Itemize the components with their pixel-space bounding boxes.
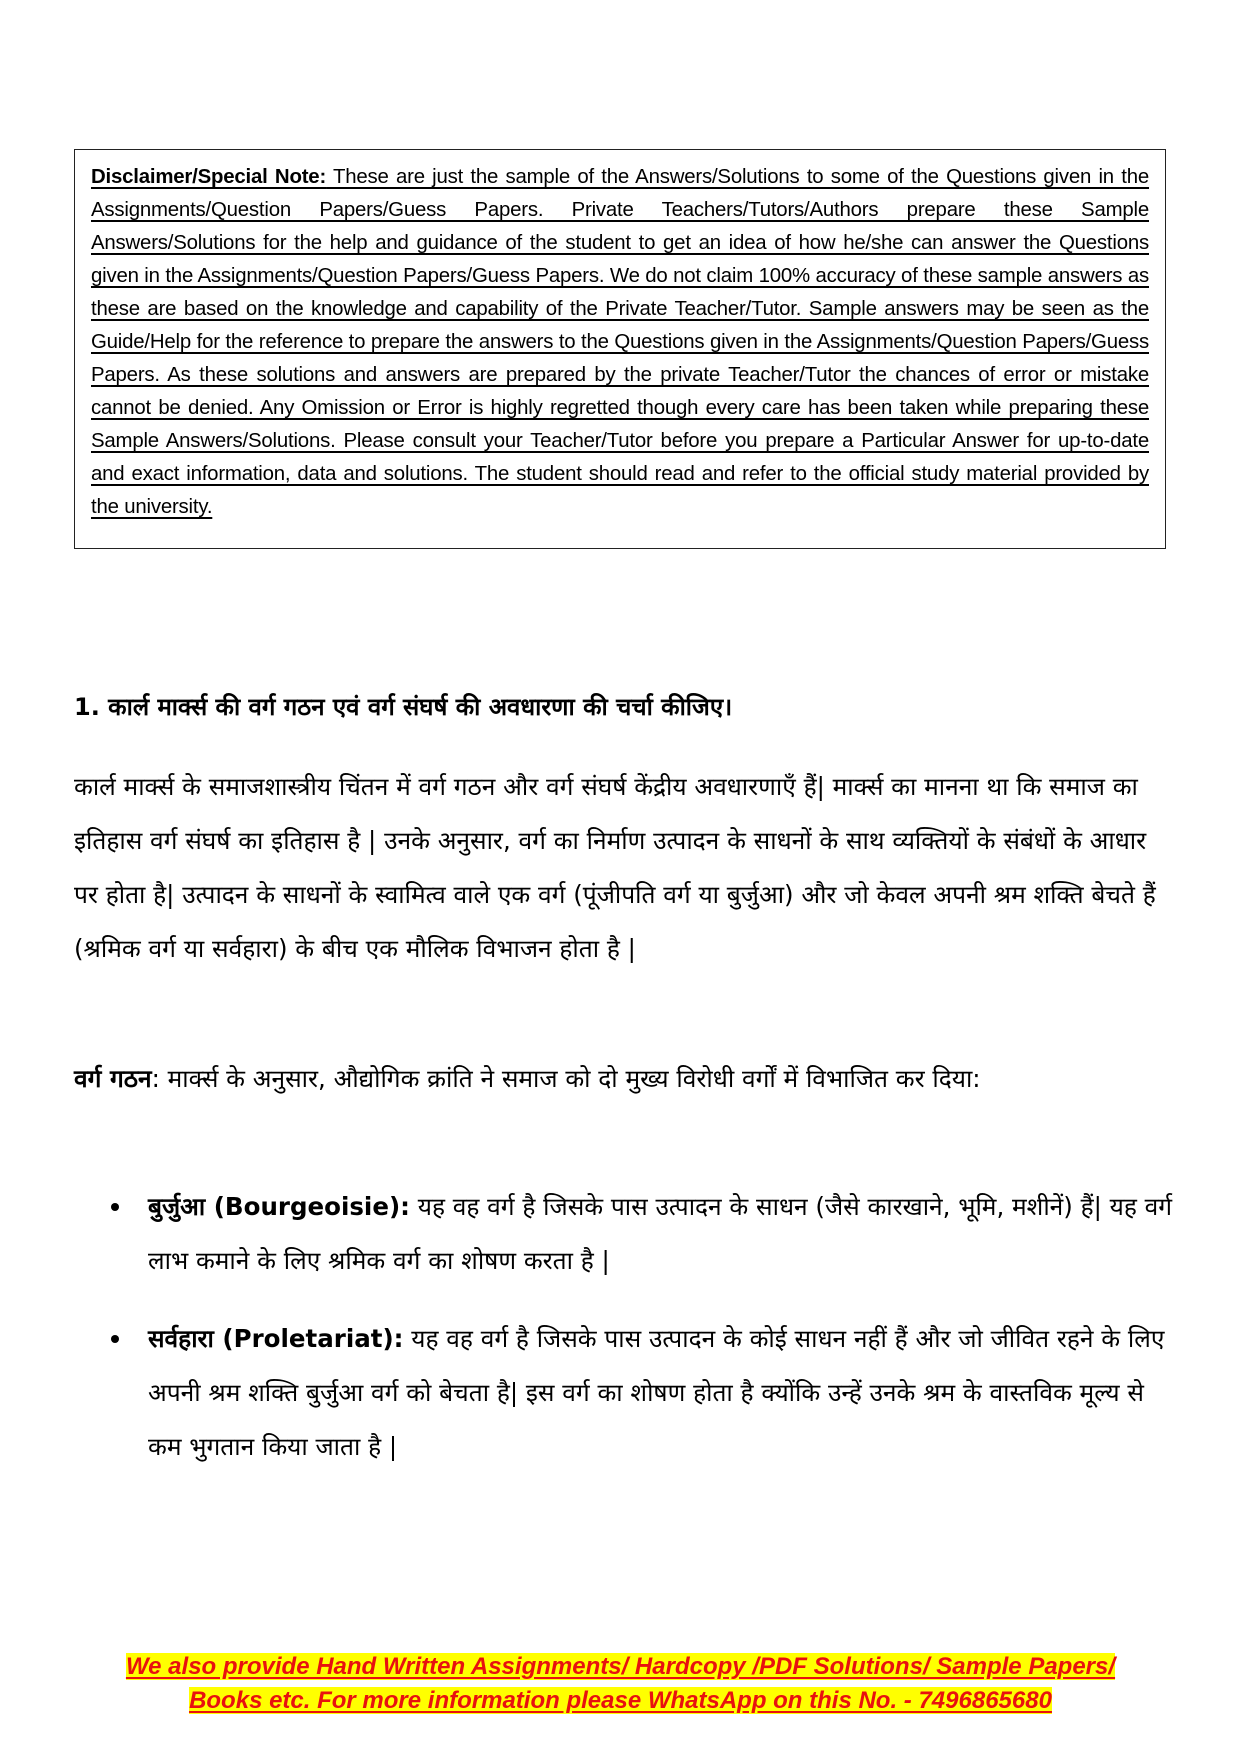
class-formation-label: वर्ग गठन xyxy=(74,1064,152,1093)
disclaimer-box xyxy=(74,149,1166,549)
promo-footer xyxy=(0,1650,1241,1718)
class-formation-paragraph xyxy=(74,1052,1174,1106)
disclaimer-label: Disclaimer/Special Note: xyxy=(91,166,327,188)
bullet-term: बुर्जुआ (Bourgeoisie): xyxy=(148,1192,410,1221)
disclaimer-body: These are just the sample of the Answers/Solutions to some of the Questions given in the Assignments/Question Papers/Guess Papers. Private Teachers/Tutors/Authors prepare these Sample Answers/Solutions for the help and guidance of the student to get an idea of how he/she can answer the Questions given in the Assignments/Question Papers/Guess Papers. We do not claim 100% accuracy of these sample answers as these are based on the knowledge and capability of the Private Teacher/Tutor. Sample answers may be seen as the Guide/Help for the reference to prepare the answers to the Questions given in the Assignments/Question Papers/Guess Papers. As these solutions and answers are prepared by the private Teacher/Tutor the chances of error or mistake cannot be denied. Any Omission or Error is highly regretted though every care has been taken while preparing these Sample Answers/Solutions. Please consult your Teacher/Tutor before you prepare a Particular Answer for up-to-date and exact information, data and solutions. The student should read and refer to the official study material provided by the university. xyxy=(91,166,1150,518)
bullet-text: यह वह वर्ग है जिसके पास उत्पादन के साधन (जैसे कारखाने, भूमि, मशीनें) हैं| यह वर्ग लाभ कमाने के लिए श्रमिक वर्ग का शोषण करता है | xyxy=(148,1192,1173,1275)
class-list xyxy=(74,1180,1174,1498)
bullet-icon xyxy=(111,1335,119,1343)
class-formation-text: : मार्क्स के अनुसार, औद्योगिक क्रांति ने समाज को दो मुख्य विरोधी वर्गों में विभाजित कर दिया: xyxy=(151,1064,981,1093)
question-heading: 1. कार्ल मार्क्स की वर्ग गठन एवं वर्ग संघर्ष की अवधारणा की चर्चा कीजिए। xyxy=(74,693,733,721)
intro-paragraph: कार्ल मार्क्स के समाजशास्त्रीय चिंतन में वर्ग गठन और वर्ग संघर्ष केंद्रीय अवधारणाएँ हैं| मार्क्स का मानना था कि समाज का इतिहास वर्ग संघर्ष का इतिहास है | उनके अनुसार, वर्ग का निर्माण उत्पादन के साधनों के साथ व्यक्तियों के संबंधों के आधार पर होता है| उत्पादन के साधनों के स्वामित्व वाले एक वर्ग (पूंजीपति वर्ग या बुर्जुआ) और जो केवल अपनी श्रम शक्ति बेचते हैं (श्रमिक वर्ग या सर्वहारा) के बीच एक मौलिक विभाजन होता है | xyxy=(74,772,1156,963)
list-item-bourgeoisie xyxy=(74,1180,1174,1288)
bullet-term: सर्वहारा (Proletariat): xyxy=(148,1324,404,1353)
list-item-proletariat xyxy=(74,1312,1174,1474)
promo-line-2: Books etc. For more information please WhatsApp on this No. - 7496865680 xyxy=(189,1687,1052,1714)
promo-line-1: We also provide Hand Written Assignments/ Hardcopy /PDF Solutions/ Sample Papers/ xyxy=(125,1653,1116,1680)
bullet-text: यह वह वर्ग है जिसके पास उत्पादन के कोई साधन नहीं हैं और जो जीवित रहने के लिए अपनी श्रम शक्ति बुर्जुआ वर्ग को बेचता है| इस वर्ग का शोषण होता है क्योंकि उन्हें उनके श्रम के वास्तविक मूल्य से कम भुगतान किया जाता है | xyxy=(148,1324,1165,1461)
disclaimer-text xyxy=(91,161,1149,524)
bullet-icon xyxy=(111,1203,119,1211)
